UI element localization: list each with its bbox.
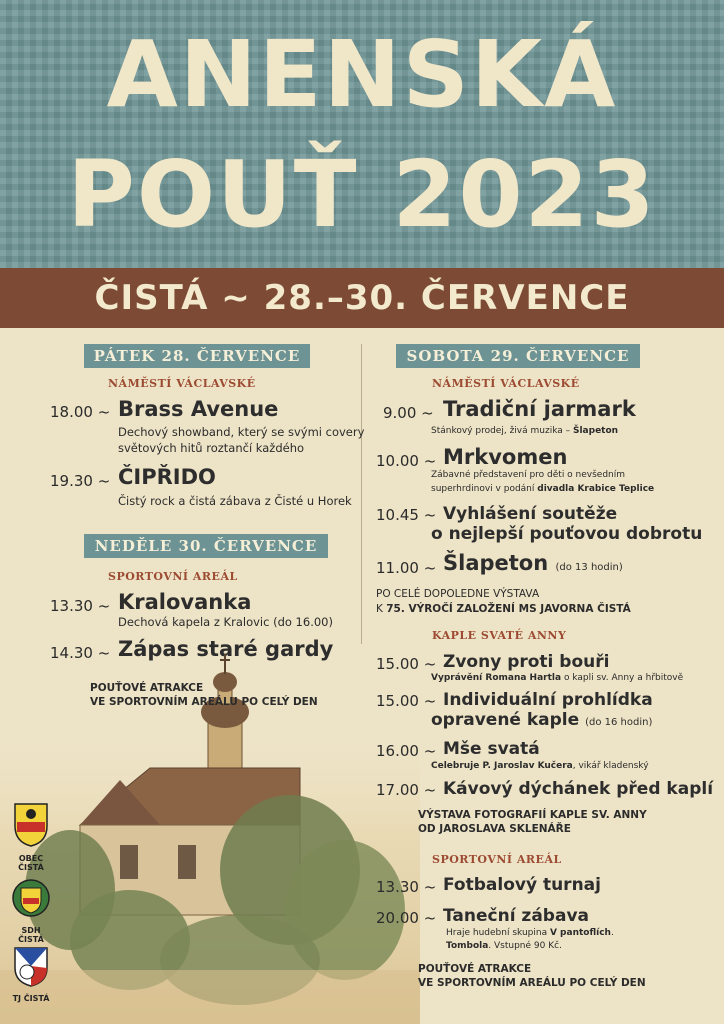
event-time: 15.00 ~ [376,655,437,673]
event-title: Zápas staré gardy [118,637,334,661]
event-title: Šlapeton (do 13 hodin) [443,551,623,575]
event-time: 10.45 ~ [376,506,437,524]
event-desc: Hraje hudební skupina V pantoflích. [446,928,614,938]
event-title: ČIPŘIDO [118,465,216,489]
sunday-note: VE SPORTOVNÍM AREÁLU PO CELÝ DEN [90,696,318,708]
event-time: 19.30 ~ [50,472,111,490]
event-desc: Dechová kapela z Kralovic (do 16.00) [118,615,333,629]
event-title: opravené kaple (do 16 hodin) [431,710,653,730]
sunday-note: POUŤOVÉ ATRAKCE [90,682,204,694]
event-desc: superhrdinovi v podání divadla Krabice Teplice [431,484,655,494]
event-title: Mše svatá [443,739,540,759]
event-time: 10.00 ~ [376,452,437,470]
logo-obec [8,800,54,872]
column-divider [361,344,362,644]
event-title: Tradiční jarmark [443,397,636,421]
event-title: Kávový dýchánek před kaplí [443,779,714,799]
saturday-heading: SOBOTA 29. ČERVENCE [396,344,640,368]
sunday-heading: NEDĚLE 30. ČERVENCE [84,534,328,558]
saturday-venue: SPORTOVNÍ AREÁL [432,853,562,866]
event-time: 15.00 ~ [376,692,437,710]
event-title: Kralovanka [118,590,252,614]
saturday-note: VE SPORTOVNÍM AREÁLU PO CELÝ DEN [418,977,646,989]
event-title: o nejlepší pouťovou dobrotu [431,524,703,544]
header-banner [0,0,724,268]
photo-exhibition: VÝSTAVA FOTOGRAFIÍ KAPLE SV. ANNY [418,809,647,821]
saturday-venue: KAPLE SVATÉ ANNY [432,629,567,642]
logo-label: SDH ČISTÁ [18,926,44,944]
logo-sdh [8,876,54,944]
exhibition-note: K 75. VÝROČÍ ZALOŽENÍ MS JAVORNA ČISTÁ [376,603,631,615]
photo-exhibition: OD JAROSLAVA SKLENÁŘE [418,823,571,835]
saturday-venue: NÁMĚSTÍ VÁCLAVSKÉ [432,377,580,390]
logo-tj [8,944,54,1003]
coat-of-arms-icon [11,800,51,848]
event-desc: Zábavné představení pro děti o nevšedním [431,470,626,480]
event-time: 13.30 ~ [50,597,111,615]
event-time: 16.00 ~ [376,742,437,760]
saturday-note: POUŤOVÉ ATRAKCE [418,963,532,975]
event-desc: Tombola. Vstupné 90 Kč. [446,941,562,951]
event-title: Taneční zábava [443,906,589,926]
event-title: Mrkvomen [443,445,568,469]
event-desc: Čistý rock a čistá zábava z Čisté u Horek [118,494,352,508]
event-time: 20.00 ~ [376,909,437,927]
event-time: 9.00 ~ [383,404,434,422]
event-time: 14.30 ~ [50,644,111,662]
event-desc: Vyprávění Romana Hartla o kapli sv. Anny a hřbitově [431,673,684,683]
exhibition-note: PO CELÉ DOPOLEDNE VÝSTAVA [376,588,540,600]
sunday-venue: SPORTOVNÍ AREÁL [108,570,238,583]
date-band [0,268,724,328]
title-line-1: ANENSKÁ [106,21,618,128]
event-desc: Dechový showband, který se svými covery [118,425,365,439]
event-title: Zvony proti bouři [443,652,610,672]
event-time: 17.00 ~ [376,781,437,799]
event-time: 18.00 ~ [50,403,111,421]
friday-heading: PÁTEK 28. ČERVENCE [84,344,310,368]
subtitle: ČISTÁ ~ 28.–30. ČERVENCE [94,278,630,318]
logo-label: OBEC ČISTÁ [18,854,44,872]
football-club-icon [9,944,53,988]
event-title: Vyhlášení soutěže [443,504,618,524]
friday-venue: NÁMĚSTÍ VÁCLAVSKÉ [108,377,256,390]
event-desc: Celebruje P. Jaroslav Kučera, vikář kladenský [431,761,649,771]
event-title: Fotbalový turnaj [443,875,601,895]
title-line-2: POUŤ 2023 [67,141,657,248]
firefighters-emblem-icon [9,876,53,920]
logo-label: TJ ČISTÁ [12,994,50,1003]
event-desc: Stánkový prodej, živá muzika – Šlapeton [431,426,619,436]
event-title: Brass Avenue [118,397,279,421]
event-title: Individuální prohlídka [443,690,653,710]
event-time: 11.00 ~ [376,559,437,577]
event-desc: světových hitů roztančí každého [118,441,305,455]
event-time: 13.30 ~ [376,878,437,896]
